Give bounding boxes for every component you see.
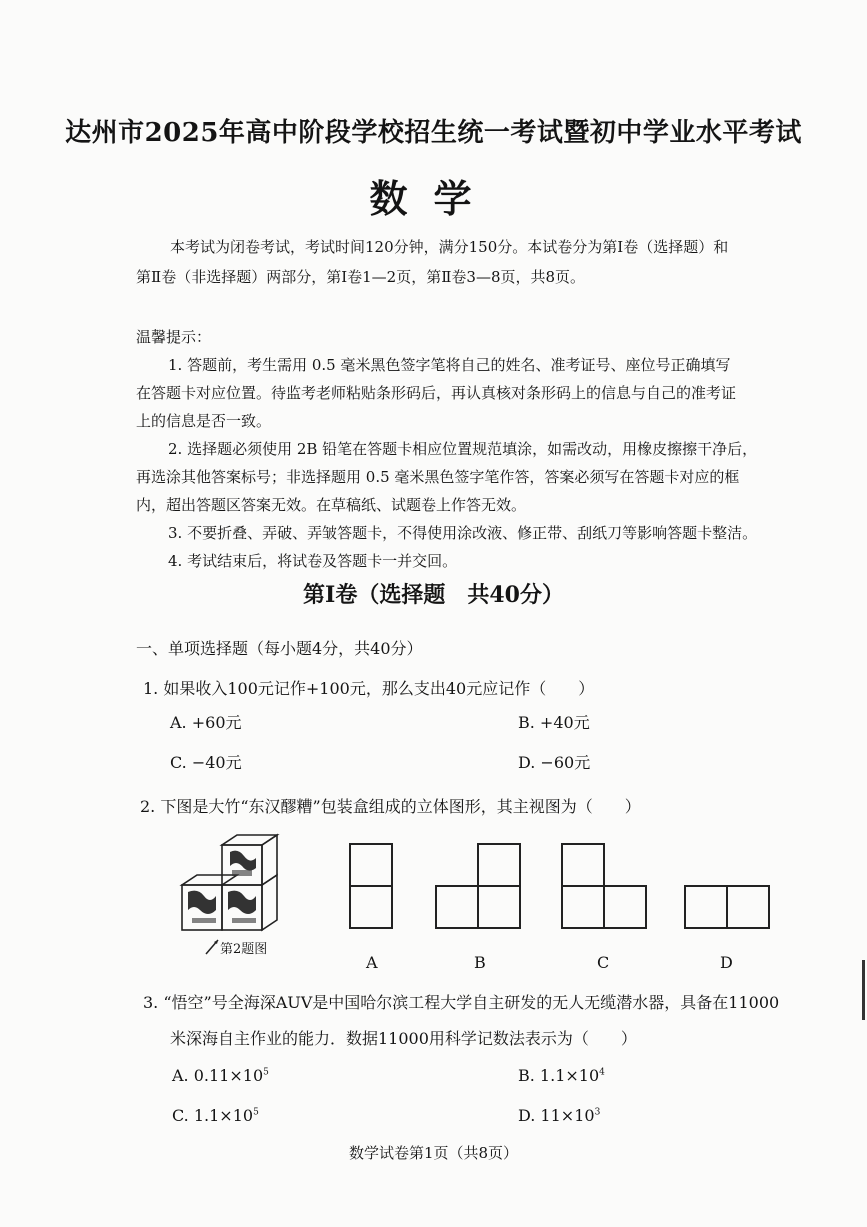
tip-line: 1. 答题前，考生需用 0.5 毫米黑色签字笔将自己的姓名、准考证号、座位号正确填写: [168, 356, 731, 374]
intro-line-2: 第Ⅱ卷（非选择题）两部分，第Ⅰ卷1—2页，第Ⅱ卷3—8页，共8页。: [136, 268, 586, 286]
view-option-b: [435, 843, 523, 931]
view-option-a: [349, 843, 393, 931]
label-b: B: [474, 953, 486, 972]
tip-line: 上的信息是否一致。: [136, 412, 272, 430]
tip-line: 2. 选择题必须使用 2B 铅笔在答题卡相应位置规范填涂，如需改动，用橡皮擦擦干净后，: [168, 440, 758, 458]
label-d: D: [720, 953, 733, 972]
label-c: C: [597, 953, 610, 972]
view-option-c: [561, 843, 649, 931]
q1-option-c: C. −40元: [170, 753, 242, 772]
q3-option-c: C. $1.1\times 10^5$: [172, 1106, 259, 1125]
page-footer: 数学试卷第1页（共8页）: [348, 1144, 519, 1162]
q3-option-a: A. $0.11\times 10^5$: [172, 1066, 269, 1085]
tip-line: 在答题卡对应位置。待监考老师粘贴条形码后，再认真核对条形码上的信息与自己的准考证: [136, 384, 737, 402]
tips-heading: 温馨提示：: [136, 328, 212, 346]
tip-line: 3. 不要折叠、弄破、弄皱答题卡，不得使用涂改液、修正带、刮纸刀等影响答题卡整洁。: [168, 524, 758, 542]
question-3-stem-line-2: 米深海自主作业的能力．数据11000用科学记数法表示为（ ）: [170, 1029, 637, 1048]
q3-option-b: B. $1.1\times 10^4$: [518, 1066, 605, 1085]
question-2-stem: 2. 下图是大竹“东汉醪糟”包装盒组成的立体图形，其主视图为（ ）: [140, 797, 641, 816]
tip-line: 内，超出答题区答案无效。在草稿纸、试题卷上作答无效。: [136, 496, 527, 514]
part-heading: 一、单项选择题（每小题4分，共40分）: [136, 639, 423, 658]
question-3-stem-line-1: 3. “悟空”号全海深AUV是中国哈尔滨工程大学自主研发的无人无缆潜水器，具备在11000: [143, 993, 780, 1012]
exam-title: 达州市2025年高中阶段学校招生统一考试暨初中学业水平考试: [65, 118, 802, 148]
tip-line: 再选涂其他答案标号；非选择题用 0.5 毫米黑色签字笔作答，答案必须写在答题卡对应的框: [136, 468, 740, 486]
intro-line-1: 本考试为闭卷考试，考试时间120分钟，满分150分。本试卷分为第Ⅰ卷（选择题）和: [170, 238, 729, 256]
label-a: A: [366, 953, 378, 972]
q1-option-b: B. +40元: [518, 713, 590, 732]
scan-edge-mark: [862, 960, 865, 1020]
q3-option-d: D. $11\times 10^3$: [518, 1106, 601, 1125]
section-title: 第Ⅰ卷（选择题 共40分）: [303, 582, 564, 608]
figure-caption: 第2题图: [220, 942, 268, 957]
subject-title: 数学: [369, 176, 498, 221]
view-option-d: [684, 885, 772, 929]
question-1-stem: 1. 如果收入100元记作+100元，那么支出40元应记作（ ）: [143, 679, 595, 698]
q1-option-d: D. −60元: [518, 753, 591, 772]
q1-option-a: A. +60元: [170, 713, 242, 732]
tip-line: 4. 考试结束后，将试卷及答题卡一并交回。: [168, 552, 458, 570]
